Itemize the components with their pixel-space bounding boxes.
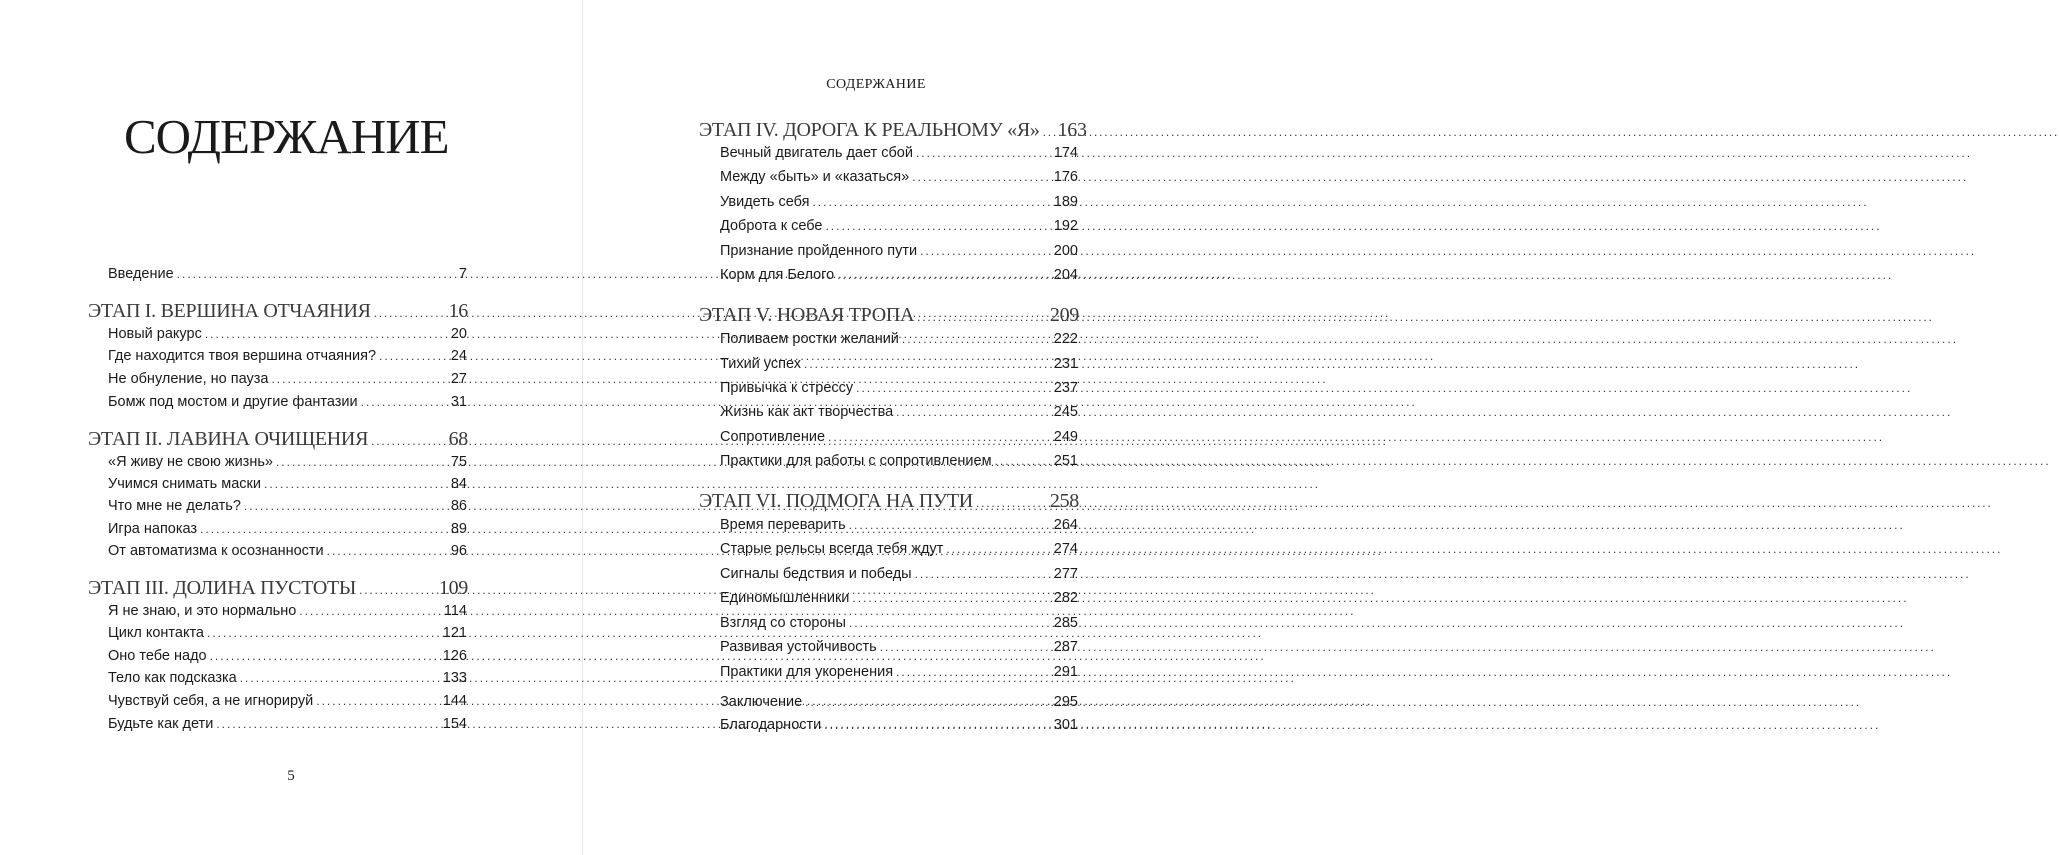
toc-entry-page: 192 — [1053, 218, 1078, 234]
dot-leader — [216, 717, 439, 731]
toc-entry-page: 174 — [1053, 145, 1078, 161]
toc-entry-label: Корм для Белого — [720, 267, 835, 283]
toc-entry-page: 189 — [1053, 194, 1078, 210]
dot-leader — [804, 357, 1051, 371]
toc-entry-label: Время переварить — [720, 517, 846, 533]
dot-leader — [210, 649, 440, 663]
toc-entry — [108, 348, 467, 370]
toc-entry — [720, 331, 1078, 353]
toc-entry-page: 133 — [442, 670, 467, 686]
toc-entry — [720, 566, 1078, 588]
toc-stage-page: 258 — [1049, 490, 1079, 512]
toc-entry-conclusion — [720, 694, 1078, 716]
toc-entry — [720, 615, 1078, 637]
toc-entry-page: 295 — [1053, 694, 1078, 710]
dot-leader — [825, 219, 1050, 233]
toc-entry — [720, 590, 1078, 612]
toc-stage-page: 209 — [1049, 304, 1079, 326]
toc-stage-heading — [88, 577, 468, 603]
dot-leader — [244, 499, 446, 513]
toc-entry — [720, 243, 1078, 265]
toc-entry — [108, 498, 467, 520]
dot-leader — [379, 349, 446, 363]
toc-entry — [108, 693, 467, 715]
dot-leader — [271, 372, 446, 386]
dot-leader — [264, 477, 446, 491]
toc-stage-page: 16 — [448, 300, 468, 322]
dot-leader — [177, 267, 446, 281]
toc-entry — [108, 648, 467, 670]
toc-entry-label: Развивая устойчивость — [720, 639, 877, 655]
toc-entry-label: Бомж под мостом и другие фантазии — [108, 394, 358, 410]
toc-entry-label: Практики для укоренения — [720, 664, 894, 680]
toc-entry — [720, 145, 1078, 167]
toc-stage-label: ЭТАП V. НОВАЯ ТРОПА — [699, 304, 915, 326]
toc-entry-page: 86 — [450, 498, 467, 514]
toc-entry-label: Сигналы бедствия и победы — [720, 566, 912, 582]
dot-leader — [995, 454, 1051, 468]
toc-entry-label: Введение — [108, 266, 174, 282]
toc-entry-page: 301 — [1053, 717, 1078, 733]
dot-leader — [361, 395, 446, 409]
dot-leader — [917, 310, 1047, 324]
toc-stage-page: 68 — [448, 428, 468, 450]
toc-entry-page: 24 — [450, 348, 467, 364]
dot-leader — [920, 244, 1051, 258]
dot-leader — [849, 518, 1051, 532]
toc-entry-label: Признание пройденного пути — [720, 243, 918, 259]
toc-entry-page: 7 — [458, 266, 467, 282]
toc-entry-page: 200 — [1053, 243, 1078, 259]
toc-entry-page: 31 — [450, 394, 467, 410]
dot-leader — [1043, 125, 1055, 139]
toc-entry-label: Жизнь как акт творчества — [720, 404, 894, 420]
toc-entry-page: 222 — [1053, 331, 1078, 347]
toc-entry-page: 231 — [1053, 356, 1078, 372]
toc-entry-page: 282 — [1053, 590, 1078, 606]
toc-entry-label: Учимся снимать маски — [108, 476, 261, 492]
toc-entry — [720, 380, 1078, 402]
dot-leader — [915, 567, 1051, 581]
toc-entry-label: Где находится твоя вершина отчаяния? — [108, 348, 377, 364]
toc-entry-page: 291 — [1053, 664, 1078, 680]
toc-entry-page: 251 — [1053, 453, 1078, 469]
toc-entry-page: 114 — [443, 603, 467, 619]
toc-entry — [108, 716, 467, 738]
dot-leader — [896, 405, 1051, 419]
toc-entry-page: 154 — [442, 716, 467, 732]
toc-entry-label: Благодарности — [720, 717, 822, 733]
toc-entry-page: 126 — [442, 648, 467, 664]
toc-entry — [720, 404, 1078, 426]
dot-leader — [849, 616, 1051, 630]
dot-leader — [359, 583, 436, 597]
dot-leader — [316, 694, 440, 708]
toc-entry-label: Игра напоказ — [108, 521, 198, 537]
toc-entry-page: 89 — [450, 521, 467, 537]
toc-stage-label: ЭТАП II. ЛАВИНА ОЧИЩЕНИЯ — [88, 428, 369, 450]
toc-entry-label: Привычка к стрессу — [720, 380, 854, 396]
toc-entry — [720, 429, 1078, 451]
toc-entry-label: «Я живу не свою жизнь» — [108, 454, 273, 470]
toc-entry-label: Вечный двигатель дает сбой — [720, 145, 913, 161]
running-head: СОДЕРЖАНИЕ — [826, 77, 926, 92]
toc-entry — [720, 664, 1078, 686]
toc-entry-label: Что мне не делать? — [108, 498, 241, 514]
dot-leader — [200, 522, 446, 536]
toc-entry-page: 204 — [1053, 267, 1078, 283]
right-page — [583, 0, 1169, 855]
toc-entry — [720, 169, 1078, 191]
dot-leader — [837, 268, 1051, 282]
toc-stage-heading — [699, 304, 1079, 330]
toc-entry — [108, 670, 467, 692]
dot-leader — [240, 671, 440, 685]
toc-entry-page: 176 — [1053, 169, 1078, 185]
toc-entry-label: Тело как подсказка — [108, 670, 237, 686]
toc-entry — [108, 326, 467, 348]
toc-entry-label: Заключение — [720, 694, 803, 710]
dot-leader — [856, 381, 1051, 395]
dot-leader — [912, 170, 1051, 184]
toc-entry-page: 121 — [442, 625, 467, 641]
toc-entry — [108, 476, 467, 498]
toc-entry-page: 264 — [1053, 517, 1078, 533]
toc-stage-heading — [88, 428, 468, 454]
toc-entry-label: Тихий успех — [720, 356, 801, 372]
toc-entry — [108, 625, 467, 647]
toc-entry-page: 96 — [450, 543, 467, 559]
toc-entry-page: 144 — [442, 693, 467, 709]
toc-entry — [720, 356, 1078, 378]
toc-entry-page: 285 — [1053, 615, 1078, 631]
toc-entry — [108, 454, 467, 476]
toc-entry-label: Чувствуй себя, а не игнорируй — [108, 693, 314, 709]
toc-entry — [108, 521, 467, 543]
left-page — [0, 0, 582, 855]
dot-leader — [299, 604, 441, 618]
toc-stage-label: ЭТАП I. ВЕРШИНА ОТЧАЯНИЯ — [88, 300, 371, 322]
toc-entry-label: Не обнуление, но пауза — [108, 371, 269, 387]
toc-entry — [720, 453, 1078, 475]
toc-stage-label: ЭТАП VI. ПОДМОГА НА ПУТИ — [699, 490, 973, 512]
dot-leader — [976, 496, 1047, 510]
toc-stage-heading — [699, 490, 1079, 516]
toc-stage-page: 163 — [1057, 119, 1087, 141]
toc-entry-label: Старые рельсы всегда тебя ждут — [720, 541, 944, 557]
toc-entry-label: Доброта к себе — [720, 218, 823, 234]
toc-entry-intro — [108, 266, 467, 288]
dot-leader — [205, 327, 446, 341]
dot-leader — [902, 332, 1051, 346]
toc-entry — [108, 371, 467, 393]
toc-entry-page: 27 — [450, 371, 467, 387]
toc-entry-page: 277 — [1053, 566, 1078, 582]
toc-entry-label: Будьте как дети — [108, 716, 214, 732]
toc-entry-label: Сопротивление — [720, 429, 826, 445]
toc-entry-label: Цикл контакта — [108, 625, 204, 641]
toc-entry-label: Единомышленники — [720, 590, 850, 606]
toc-entry-page: 84 — [450, 476, 467, 492]
toc-entry — [108, 394, 467, 416]
dot-leader — [207, 626, 440, 640]
toc-stage-heading — [88, 300, 468, 326]
toc-entry-label: Оно тебе надо — [108, 648, 207, 664]
toc-entry-page: 237 — [1053, 380, 1078, 396]
dot-leader — [371, 434, 445, 448]
toc-entry-label: Увидеть себя — [720, 194, 810, 210]
toc-entry — [720, 218, 1078, 240]
toc-entry-label: Практики для работы с сопротивлением — [720, 453, 992, 469]
toc-stage-page: 109 — [438, 577, 468, 599]
dot-leader — [916, 146, 1051, 160]
toc-entry-page: 245 — [1053, 404, 1078, 420]
page-number: 5 — [287, 768, 295, 784]
toc-entry — [720, 194, 1078, 216]
dot-leader — [812, 195, 1050, 209]
dot-leader — [880, 640, 1051, 654]
toc-entry — [720, 517, 1078, 539]
toc-entry-label: Я не знаю, и это нормально — [108, 603, 297, 619]
toc-entry-page: 249 — [1053, 429, 1078, 445]
toc-entry-page: 274 — [1053, 541, 1078, 557]
toc-entry-label: Взгляд со стороны — [720, 615, 846, 631]
toc-entry-acknowledgements — [720, 717, 1078, 739]
dot-leader — [828, 430, 1051, 444]
toc-entry — [108, 603, 467, 625]
toc-entry-label: Между «быть» и «казаться» — [720, 169, 910, 185]
toc-stage-label: ЭТАП IV. ДОРОГА К РЕАЛЬНОМУ «Я» — [699, 119, 1040, 141]
toc-entry — [720, 267, 1078, 289]
dot-leader — [852, 591, 1050, 605]
toc-entry-label: Поливаем ростки желаний — [720, 331, 899, 347]
toc-entry-page: 287 — [1053, 639, 1078, 655]
toc-entry-page: 75 — [450, 454, 467, 470]
dot-leader — [327, 544, 446, 558]
dot-leader — [824, 718, 1051, 732]
toc-entry — [108, 543, 467, 565]
page-title: СОДЕРЖАНИЕ — [124, 109, 449, 164]
toc-entry-label: От автоматизма к осознанности — [108, 543, 324, 559]
toc-stage-label: ЭТАП III. ДОЛИНА ПУСТОТЫ — [88, 577, 357, 599]
toc-stage-heading — [699, 119, 1087, 145]
dot-leader — [805, 695, 1051, 709]
dot-leader — [374, 306, 446, 320]
toc-entry-page: 20 — [450, 326, 467, 342]
dot-leader — [946, 542, 1050, 556]
toc-entry — [720, 541, 1078, 563]
dot-leader — [276, 455, 446, 469]
dot-leader — [896, 665, 1051, 679]
toc-entry — [720, 639, 1078, 661]
toc-entry-label: Новый ракурс — [108, 326, 202, 342]
